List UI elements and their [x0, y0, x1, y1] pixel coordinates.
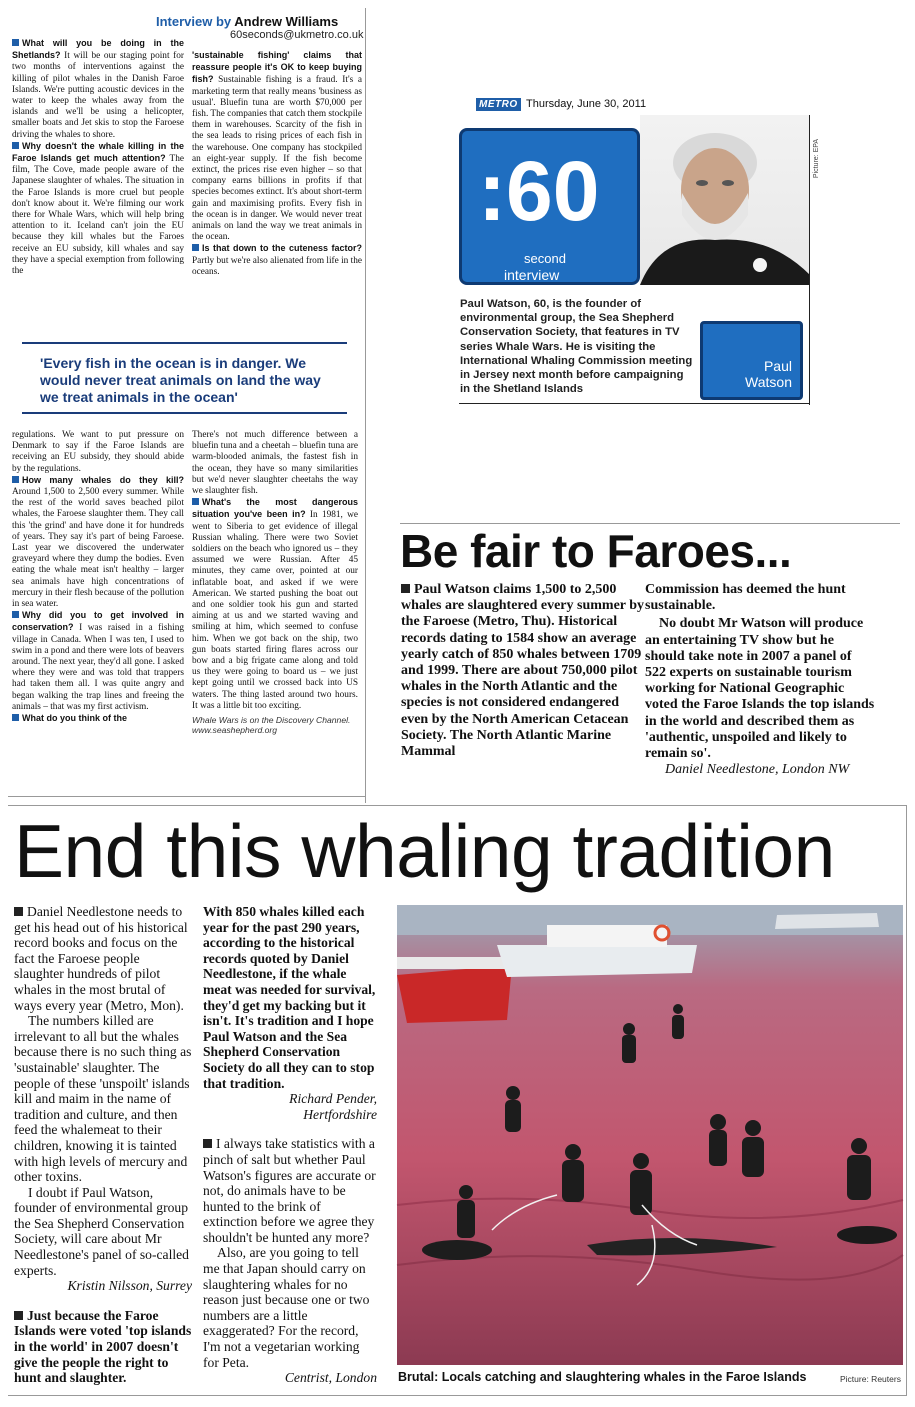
photo-caption: Brutal: Locals catching and slaughtering whales in the Faroe Islands	[398, 1370, 807, 1384]
letter-text: The numbers killed are irrelevant to all but the whales because there is no such thing as 'sustainable' slaughter. The people of these 'unspoilt' islands kill and maim in the name of tradition and culture, and then feed the whalemeat to their children, knowing it is tainted with high levels of mercury and other toxins.	[14, 1013, 192, 1185]
question: 'sustainable fishing' claims that reassure people it's OK to keep buying fish?	[192, 50, 362, 85]
faroes-column-1	[401, 582, 646, 760]
bullet-square-icon	[12, 714, 19, 721]
photo-credit: Picture: Reuters	[840, 1374, 901, 1384]
letter-text: No doubt Mr Watson will produce an entertaining TV show but he should take note in 2007 a panel of 522 experts on sustainable tourism working for National Geographic voted the Faroe Islands the top islands in the world and described them as 'authentic, unspoiled and likely to remain so'.	[645, 616, 875, 762]
byline-name: Andrew Williams	[234, 14, 339, 29]
question: Is that down to the cuteness factor?	[202, 243, 362, 254]
signature: Kristin Nilsson, Surrey	[67, 1278, 192, 1294]
answer: Partly but we're also alienated from life in the oceans.	[192, 255, 362, 277]
letter-text: I always take statistics with a pinch of salt but whether Paul Watson's figures are accurate or not, do animals have to be hunted to the brink of extinction before we agree they shouldn't be hunted any more?	[203, 1136, 376, 1245]
bullet-square-icon	[14, 907, 23, 916]
answer: Sustainable fishing is a fraud. It's a marketing term that really means 'business as usual'. Bluefin tuna are worth $70,000 per fish. The companies that catch them stockpile them in warehouses. Scarcity of the fish in the sea leads to rising prices of each fish in the warehouse. One company has stockpiled an eight-year supply. If the fish become extinct, the prices rise even higher – so that company earns billions in profits if that species becomes extinct. It's about short-term gain and maximising profits. Every fish in the ocean is in danger. We would never treat animals on land the way we treat animals in the ocean.	[192, 75, 362, 243]
whaling-photo	[397, 905, 903, 1365]
bullet-square-icon	[12, 39, 19, 46]
letter-text: Just because the Faroe Islands were voted 'top islands in the world' in 2007 doesn't give the people the right to hunt and slaughter.	[14, 1307, 192, 1386]
whaling-scene-illustration	[397, 905, 903, 1365]
name-box	[700, 321, 803, 400]
faroes-column-2	[645, 582, 875, 778]
interview-column-1	[12, 38, 184, 277]
sixty-badge	[459, 128, 640, 285]
interview-column-3	[12, 430, 184, 725]
interview-label: interview	[504, 267, 560, 283]
byline-prefix: Interview by	[156, 14, 232, 29]
bullet-square-icon	[203, 1139, 212, 1148]
letter-text: Commission has deemed the hunt sustainable.	[645, 582, 846, 614]
byline	[156, 14, 366, 29]
bullet-square-icon	[12, 142, 19, 149]
interview-column-4	[192, 430, 358, 735]
whaling-column-2	[203, 904, 377, 1386]
crop-mark	[8, 796, 366, 797]
footnote: Whale Wars is on the Discovery Channel. www.seashepherd.org	[192, 715, 351, 736]
question: How many whales do they kill?	[22, 474, 184, 485]
interviewee-caption: Paul Watson, 60, is the founder of environmental group, the Sea Shepherd Conservation Society, that features in TV series Whale Wars. He is visiting the International Whaling Commission meeting in Jersey next month before campaigning in the Shetland Islands	[460, 298, 693, 396]
answer: In 1981, we went to Siberia to get evidence of illegal Russian whaling. There were two Soviet soldiers on the beach who ignored us – they assumed we were Russian. After 45 minutes, they came over, pointed at our inflatable boat, and asked if we were American. We started pushing the boat out and one soldier took his gun and started aiming at us and we started waving and smiling at him, which seemed to confuse him. When we got back on the ship, two gun boats started firing flares across our bow and a big frigate came along and told us they were going to board us – we just kept going until we crossed back into US waters. The thing lasted around two hours. It was a little bit too exciting.	[192, 510, 359, 711]
answer: The film, The Cove, made people aware of the Japanese slaughter of whales. The situation in the Faroe Islands is more cruel but people don't know about it. We're filming our work there for Whale Wars, which will help bring attention to it. Iceland can't join the EU because they kill whales but the Faroes receive an EU subsidy, kill whales and say they have a special exemption from following the	[12, 154, 184, 277]
signature: Hertfordshire	[303, 1106, 377, 1122]
crop-mark	[365, 8, 366, 803]
bullet-square-icon	[192, 498, 199, 505]
signature: Centrist, London	[284, 1370, 377, 1386]
answer: There's not much difference between a bluefin tuna and a cheetah – bluefin tuna are warm-blooded animals, the fastest fish in the ocean, they have so many similarities but we'd never slaughter cheetahs the way we slaughter fish.	[192, 430, 358, 497]
big-number: :60	[478, 144, 600, 238]
pullquote: 'Every fish in the ocean is in danger. We would never treat animals on land the way we treat animals in the ocean'	[40, 355, 321, 405]
interview-column-2	[192, 50, 362, 278]
issue-date: Thursday, June 30, 2011	[526, 98, 647, 110]
pullquote-top-rule	[22, 342, 347, 344]
byline-email[interactable]: 60seconds@ukmetro.co.uk	[230, 29, 364, 41]
answer: regulations. We want to put pressure on Denmark to say if the Faroe Islands are receiving an EU subsidy, they should abide by the regulations.	[12, 430, 184, 474]
question: What will you be doing in the Shetlands?	[12, 38, 184, 61]
page-bottom-rule	[8, 1395, 906, 1396]
letter-text: With 850 whales killed each year for the past 290 years, according to the historical records quoted by Daniel Needlestone, if the whale meat was needed for survival, they'd get my backing but it isn't. It's tradition and I hope Paul Watson and the Sea Shepherd Conservation Society do all they can to stop that tradition.	[203, 904, 376, 1091]
portrait-photo	[640, 115, 820, 285]
portrait-illustration	[640, 115, 810, 285]
signature: Daniel Needlestone, London NW	[665, 762, 850, 778]
letter-text: Paul Watson claims 1,500 to 2,500 whales are slaughtered every summer by the Faroese (Metro, Thu). Historical records dating to 1584 show an average yearly catch of 850 whales between 1709 and 1999. There are about 750,000 pilot whales in the North Atlantic and the species is not considered endangered even by the North American Cetacean Society. The North Atlantic Marine Mammal	[401, 582, 645, 760]
faroes-headline: Be fair to Faroes...	[400, 525, 792, 577]
whaling-column-1	[14, 904, 192, 1386]
letter-text: I doubt if Paul Watson, founder of environmental group the Sea Shepherd Conservation Society, will care about Mr Needlestone's panel of so-called experts.	[14, 1184, 189, 1278]
portrait-frame-rule	[459, 403, 810, 404]
picture-credit: Picture: EPA	[812, 138, 820, 179]
bullet-square-icon	[12, 611, 19, 618]
question: Why did you to get involved in conservation?	[12, 610, 184, 633]
metro-logo: METRO	[476, 98, 521, 111]
question: What's the most dangerous situation you've been in?	[192, 497, 358, 520]
whaling-headline: End this whaling tradition	[14, 809, 835, 893]
faroes-letter-section	[395, 520, 905, 785]
bullet-square-icon	[192, 244, 199, 251]
letter-text: Daniel Needlestone needs to get his head out of his historical record books and focus on the fact the Faroese people slaughter hundreds of pilot whales in the most brutal of ways every year (Metro, Mon).	[14, 904, 188, 1013]
portrait-frame-rule	[809, 115, 810, 405]
answer: It will be our staging point for two months of interventions against the killing of pilot whales in the Danish Faroe Islands. We're putting acoustic devices in the water to keep the whales away from the islands and we'll be using a helicopter, smaller boats and Jet skis to stop the Faroese driving the whales to shore.	[12, 51, 184, 140]
bullet-square-icon	[12, 476, 19, 483]
answer: Around 1,500 to 2,500 every summer. While the rest of the world saves beached pilot whales, the Faroese slaughter them. They call this 'the grind' and have done it for hundreds of years. They say it's part of being Faroese. Last year we discovered the underwater graveyard where they dump the bodies. Even eating the whale meat isn't healthy – larger sea animals have high concentrations of mercury in their flesh because of the pollution in sea water.	[12, 487, 184, 610]
page-right-rule	[906, 805, 907, 1396]
second-label: second	[524, 251, 566, 266]
signature: Richard Pender,	[289, 1091, 377, 1107]
name-first: Paul	[763, 358, 792, 374]
question: What do you think of the	[22, 713, 127, 724]
bullet-square-icon	[14, 1311, 23, 1320]
answer: I was raised in a fishing village in Canada. When I was ten, I used to swim in a pond and there were lots of beavers around. The next year, they'd all gone. I asked where they were and was told that trappers had taken them all. I was quite angry and began walking the trap lines and freeing the animals – that was my first activism.	[12, 623, 184, 712]
question: Why doesn't the whale killing in the Faroe Islands get much attention?	[12, 140, 184, 164]
name-last: Watson	[745, 374, 792, 390]
letter-text: Also, are you going to tell me that Japan should carry on slaughtering whales for no reason just because one or two numbers are a little exaggerated? For the record, I'm not a vegetarian working for Peta.	[203, 1245, 370, 1370]
bullet-square-icon	[401, 584, 410, 593]
pullquote-bottom-rule	[22, 412, 347, 414]
